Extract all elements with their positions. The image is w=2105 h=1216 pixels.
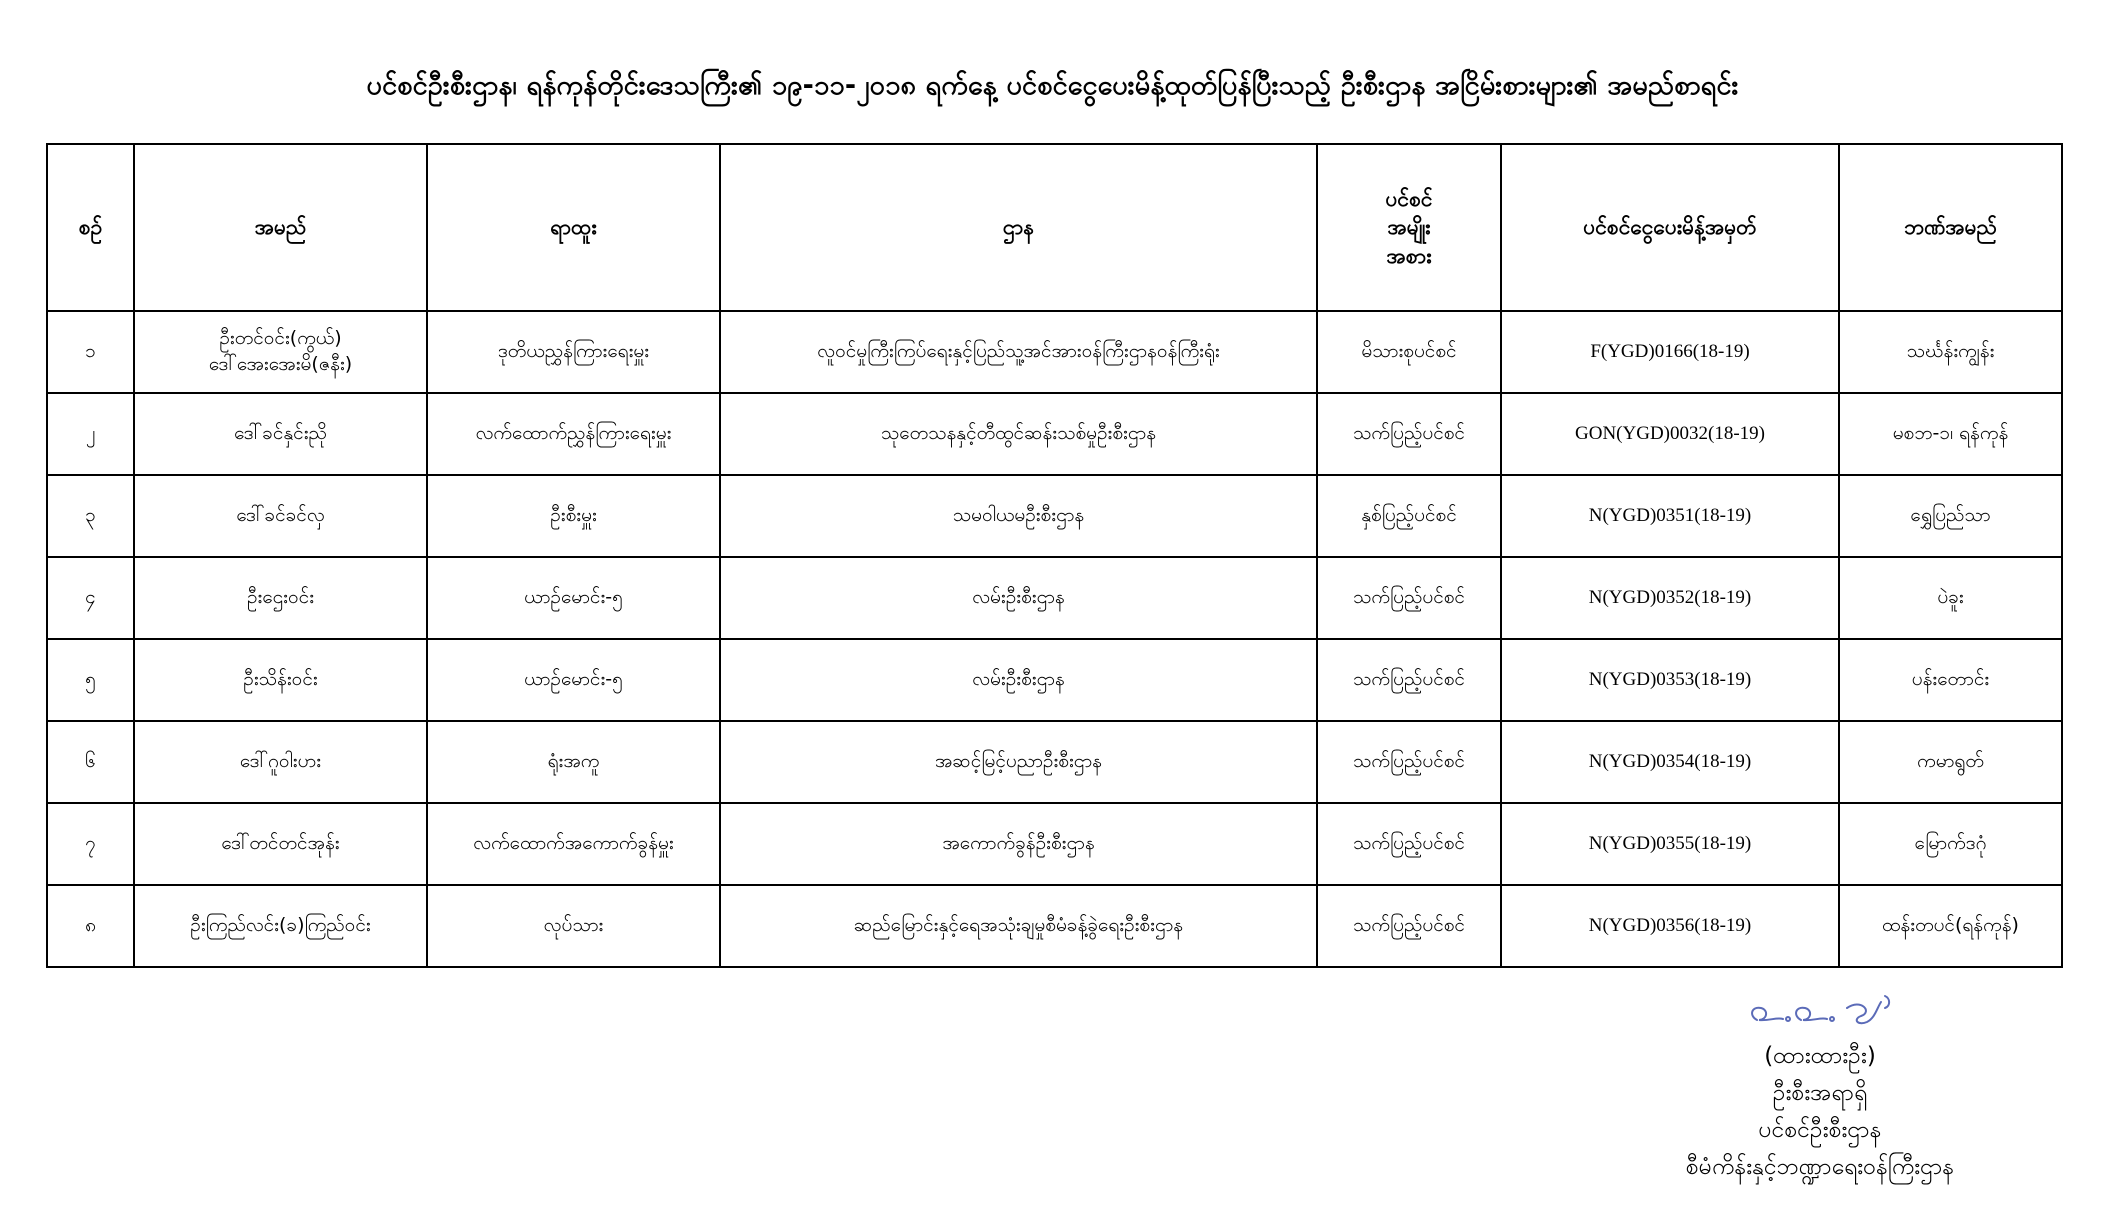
department-cell: သုတေသနနှင့်တီထွင်ဆန်းသစ်မှုဦးစီးဌာန <box>720 393 1317 475</box>
department-cell: လမ်းဦးစီးဌာန <box>720 557 1317 639</box>
pension-type-cell: နှစ်ပြည့်ပင်စင် <box>1317 475 1501 557</box>
row-number-cell: ၁ <box>47 311 134 393</box>
table-row <box>47 311 2062 393</box>
bank-name-cell: ကမာရွတ် <box>1839 721 2062 803</box>
pension-order-number-cell: N(YGD)0356(18-19) <box>1501 885 1839 967</box>
position-cell: ယာဉ်မောင်း-၅ <box>427 557 720 639</box>
bank-name-cell: ပဲခူး <box>1839 557 2062 639</box>
name-cell: ဦးဌေးဝင်း <box>134 557 427 639</box>
table-row <box>47 721 2062 803</box>
pension-type-cell: သက်ပြည့်ပင်စင် <box>1317 803 1501 885</box>
table-row <box>47 885 2062 967</box>
table-body <box>47 311 2062 967</box>
column-header: ဘဏ်အမည် <box>1839 144 2062 311</box>
pension-order-number-cell: N(YGD)0352(18-19) <box>1501 557 1839 639</box>
column-header: ပင်စင် အမျိုး အစား <box>1317 144 1501 311</box>
position-cell: လုပ်သား <box>427 885 720 967</box>
name-cell: ဦးတင်ဝင်း(ကွယ်) ဒေါ်အေးအေးမိ(ဇနီး) <box>134 311 427 393</box>
pension-type-cell: သက်ပြည့်ပင်စင် <box>1317 885 1501 967</box>
department-cell: အကောက်ခွန်ဦးစီးဌာန <box>720 803 1317 885</box>
department-cell: ဆည်မြောင်းနှင့်ရေအသုံးချမှုစီမံခန့်ခွဲရေးဦးစီးဌာန <box>720 885 1317 967</box>
handwritten-signature <box>1735 990 1905 1034</box>
bank-name-cell: မစဘ-၁၊ ရန်ကုန် <box>1839 393 2062 475</box>
row-number-cell: ၄ <box>47 557 134 639</box>
row-number-cell: ၂ <box>47 393 134 475</box>
position-cell: လက်ထောက်အကောက်ခွန်မှူး <box>427 803 720 885</box>
pension-list-table <box>46 143 2063 968</box>
document-title: ပင်စင်ဦးစီးဌာန၊ ရန်ကုန်တိုင်းဒေသကြီး၏ ၁၉-၁၁-၂၀၁၈ ရက်နေ့ ပင်စင်ငွေပေးမိန့်ထုတ်ပြန်ပြီးသည့် ဦးစီးဌာန အငြိမ်းစားများ၏ အမည်စာရင်း <box>366 70 1739 101</box>
bank-name-cell: သင်္ဃန်းကျွန်း <box>1839 311 2062 393</box>
table-row <box>47 475 2062 557</box>
table-header-row <box>47 144 2062 311</box>
department-cell: လမ်းဦးစီးဌာန <box>720 639 1317 721</box>
column-header: ဌာန <box>720 144 1317 311</box>
column-header: အမည် <box>134 144 427 311</box>
pension-order-number-cell: N(YGD)0353(18-19) <box>1501 639 1839 721</box>
table-row <box>47 639 2062 721</box>
column-header: စဉ် <box>47 144 134 311</box>
pension-type-cell: သက်ပြည့်ပင်စင် <box>1317 393 1501 475</box>
table-row <box>47 803 2062 885</box>
department-cell: သမဝါယမဦးစီးဌာန <box>720 475 1317 557</box>
name-cell: ဒေါ်တင်တင်အုန်း <box>134 803 427 885</box>
name-cell: ဦးကြည်လင်း(ခ)ကြည်ဝင်း <box>134 885 427 967</box>
pension-type-cell: သက်ပြည့်ပင်စင် <box>1317 557 1501 639</box>
pension-order-number-cell: F(YGD)0166(18-19) <box>1501 311 1839 393</box>
signatory-ministry: စီမံကိန်းနှင့်ဘဏ္ဍာရေးဝန်ကြီးဌာန <box>1685 1154 1955 1180</box>
column-header: ပင်စင်ငွေပေးမိန့်အမှတ် <box>1501 144 1839 311</box>
position-cell: ယာဉ်မောင်း-၅ <box>427 639 720 721</box>
bank-name-cell: ပန်းတောင်း <box>1839 639 2062 721</box>
row-number-cell: ၃ <box>47 475 134 557</box>
row-number-cell: ၅ <box>47 639 134 721</box>
department-cell: လူဝင်မှုကြီးကြပ်ရေးနှင့်ပြည်သူ့အင်အားဝန်ကြီးဌာနဝန်ကြီးရုံး <box>720 311 1317 393</box>
position-cell: ဦးစီးမှူး <box>427 475 720 557</box>
table-row <box>47 557 2062 639</box>
position-cell: ရုံးအကူ <box>427 721 720 803</box>
signatory-name: (ထားထားဦး) <box>1764 1043 1876 1069</box>
position-cell: လက်ထောက်ညွှန်ကြားရေးမှူး <box>427 393 720 475</box>
pension-type-cell: သက်ပြည့်ပင်စင် <box>1317 721 1501 803</box>
row-number-cell: ၆ <box>47 721 134 803</box>
row-number-cell: ၈ <box>47 885 134 967</box>
pension-order-number-cell: N(YGD)0354(18-19) <box>1501 721 1839 803</box>
position-cell: ဒုတိယညွှန်ကြားရေးမှူး <box>427 311 720 393</box>
bank-name-cell: ထန်းတပင်(ရန်ကုန်) <box>1839 885 2062 967</box>
department-cell: အဆင့်မြင့်ပညာဦးစီးဌာန <box>720 721 1317 803</box>
name-cell: ဒေါ်ခင်ခင်လှ <box>134 475 427 557</box>
row-number-cell: ၇ <box>47 803 134 885</box>
signatory-department: ပင်စင်ဦးစီးဌာန <box>1758 1117 1882 1143</box>
pension-type-cell: မိသားစုပင်စင် <box>1317 311 1501 393</box>
bank-name-cell: မြောက်ဒဂုံ <box>1839 803 2062 885</box>
pension-order-number-cell: N(YGD)0351(18-19) <box>1501 475 1839 557</box>
name-cell: ဒေါ်ဂူဝါးပား <box>134 721 427 803</box>
name-cell: ဒေါ်ခင်နှင်းညို <box>134 393 427 475</box>
column-header: ရာထူး <box>427 144 720 311</box>
bank-name-cell: ရွှေပြည်သာ <box>1839 475 2062 557</box>
pension-order-number-cell: N(YGD)0355(18-19) <box>1501 803 1839 885</box>
name-cell: ဦးသိန်းဝင်း <box>134 639 427 721</box>
table-row <box>47 393 2062 475</box>
signature-block <box>1560 990 2080 1186</box>
pension-type-cell: သက်ပြည့်ပင်စင် <box>1317 639 1501 721</box>
signatory-position: ဦးစီးအရာရှိ <box>1772 1080 1868 1106</box>
pension-order-number-cell: GON(YGD)0032(18-19) <box>1501 393 1839 475</box>
